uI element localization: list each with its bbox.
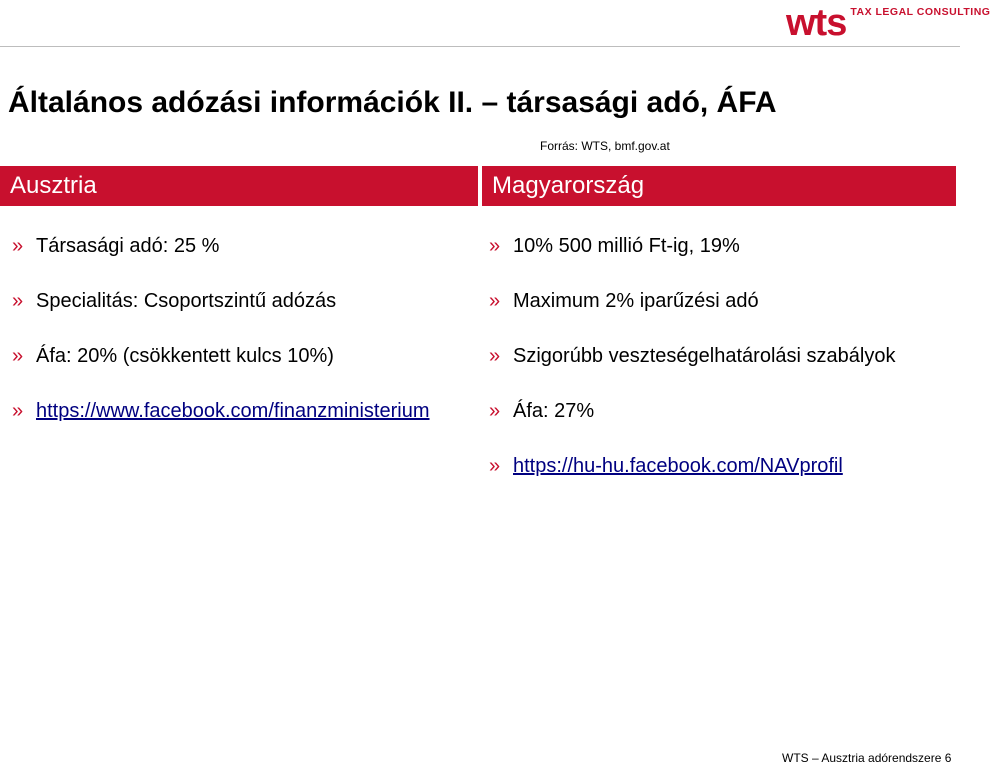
- bullet-icon: »: [489, 235, 501, 257]
- header-divider: [0, 46, 960, 47]
- list-item-text: Áfa: 27%: [513, 400, 595, 422]
- source-note: Forrás: WTS, bmf.gov.at: [540, 139, 670, 153]
- list-item-text: Áfa: 20% (csökkentett kulcs 10%): [36, 345, 334, 367]
- list-item: [489, 399, 949, 423]
- page-footer: WTS – Ausztria adórendszere 6: [782, 751, 952, 765]
- bullet-icon: »: [489, 455, 501, 477]
- list-item-text: 10% 500 millió Ft-ig, 19%: [513, 235, 740, 257]
- austria-list: [12, 234, 472, 454]
- list-item: [489, 344, 949, 368]
- bullet-icon: »: [12, 345, 24, 367]
- bullet-icon: »: [12, 400, 24, 422]
- list-item: [489, 289, 949, 313]
- column-heading-hungary: Magyarország: [482, 166, 956, 206]
- bullet-icon: »: [12, 235, 24, 257]
- list-item-text: Specialitás: Csoportszintű adózás: [36, 290, 337, 312]
- facebook-link-austria[interactable]: https://www.facebook.com/finanzministerium: [36, 400, 430, 422]
- logo-mark: wts: [786, 2, 847, 44]
- list-item-text: Maximum 2% iparűzési adó: [513, 290, 759, 312]
- facebook-link-hungary[interactable]: https://hu-hu.facebook.com/NAVprofil: [513, 455, 843, 477]
- slide-title: Általános adózási információk II. – társasági adó, ÁFA: [8, 86, 777, 119]
- list-item: [12, 344, 472, 368]
- list-item: [12, 399, 472, 423]
- column-heading-austria: Ausztria: [0, 166, 478, 206]
- bullet-icon: »: [489, 290, 501, 312]
- list-item: [12, 289, 472, 313]
- list-item: [12, 234, 472, 258]
- list-item: [489, 454, 949, 478]
- logo-tagline: TAX LEGAL CONSULTING: [850, 6, 990, 18]
- bullet-icon: »: [489, 345, 501, 367]
- list-item-text: Szigorúbb veszteségelhatárolási szabályok: [513, 345, 896, 367]
- bullet-icon: »: [489, 400, 501, 422]
- list-item: [489, 234, 949, 258]
- hungary-list: [489, 234, 949, 509]
- wts-logo: [786, 2, 990, 44]
- list-item-text: Társasági adó: 25 %: [36, 235, 220, 257]
- bullet-icon: »: [12, 290, 24, 312]
